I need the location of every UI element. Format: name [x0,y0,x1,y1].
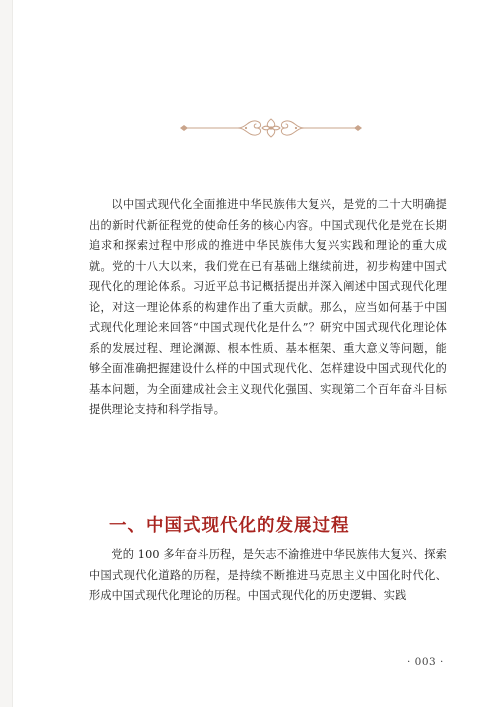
book-page [12,0,501,707]
intro-paragraph: 以中国式现代化全面推进中华民族伟大复兴，是党的二十大明确提出的新时代新征程党的使命任务的核心内容。中国式现代化是党在长期追求和探索过程中形成的推进中华民族伟大复兴实践和理论的重大成就。党的十八大以来，我们党在已有基础上继续前进，初步构建中国式现代化的理论体系。习近平总书记概括提出并深入阐述中国式现代化理论，对这一理论体系的构建作出了重大贡献。那么，应当如何基于中国式现代化理论来回答“中国式现代化是什么”？研究中国式现代化理论体系的发展过程、理论渊源、根本性质、基本框架、重大意义等问题，能够全面准确把握建设什么样的中国式现代化、怎样建设中国式现代化的基本问题，为全面建成社会主义现代化强国、实现第二个百年奋斗目标提供理论支持和科学指导。 [89,198,447,416]
section-paragraph: 党的 100 多年奋斗历程，是矢志不渝推进中华民族伟大复兴、探索中国式现代化道路的历程，是持续不断推进马克思主义中国化时代化、形成中国式现代化理论的历程。中国式现代化的历史逻辑、实践 [89,548,447,602]
floral-divider-icon [176,114,366,142]
section-heading: 一、中国式现代化的发展过程 [109,516,350,536]
page-number: · 003 · [407,656,444,668]
